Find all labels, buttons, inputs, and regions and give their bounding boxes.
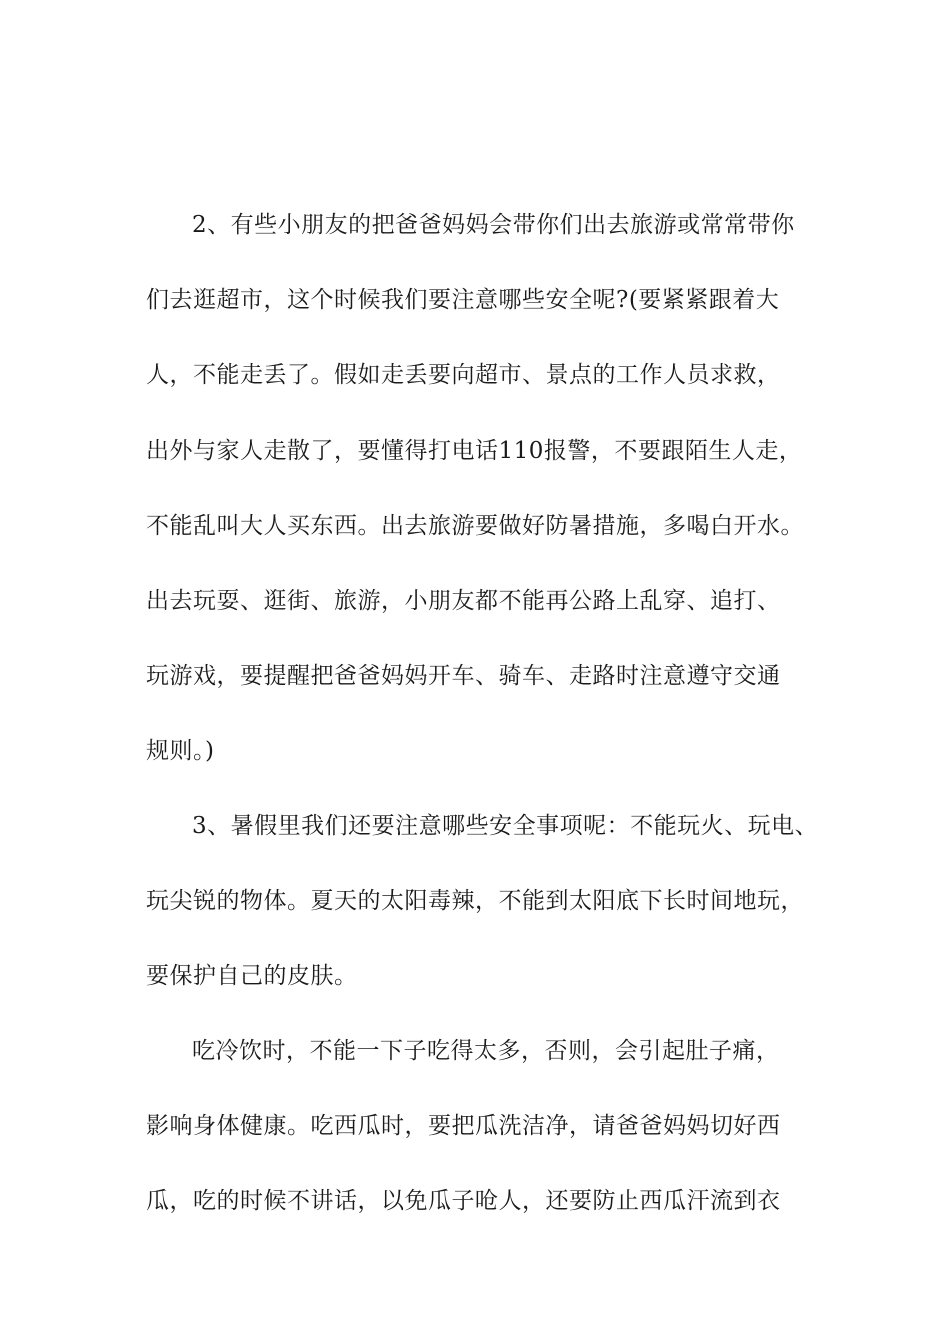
paragraph-2-line-4: 出外与家人走散了，要懂得打电话110报警，不要跟陌生人走， [146,438,803,464]
paragraph-2-line-1: 2、有些小朋友的把爸爸妈妈会带你们出去旅游或常常带你 [192,212,795,238]
paragraph-2-line-2: 们去逛超市，这个时候我们要注意哪些安全呢?(要紧紧跟着大 [146,287,780,313]
paragraph-4-line-3: 瓜，吃的时候不讲话，以免瓜子呛人，还要防止西瓜汗流到衣 [146,1188,781,1214]
paragraph-2-line-3: 人，不能走丢了。假如走丢要向超市、景点的工作人员求救， [146,362,781,388]
paragraph-3-line-1: 3、暑假里我们还要注意哪些安全事项呢：不能玩火、玩电、 [192,813,819,839]
paragraph-3-line-3: 要保护自己的皮肤。 [146,963,358,989]
paragraph-2-line-7: 玩游戏，要提醒把爸爸妈妈开车、骑车、走路时注意遵守交通 [146,663,781,689]
paragraph-2-line-6: 出去玩耍、逛街、旅游，小朋友都不能再公路上乱穿、追打、 [146,588,781,614]
paragraph-4-line-2: 影响身体健康。吃西瓜时，要把瓜洗洁净，请爸爸妈妈切好西 [146,1113,781,1139]
paragraph-2-line-5: 不能乱叫大人买东西。出去旅游要做好防暑措施，多喝白开水。 [146,513,804,539]
paragraph-3-line-2: 玩尖锐的物体。夏天的太阳毒辣，不能到太阳底下长时间地玩， [146,888,804,914]
paragraph-4-line-1: 吃冷饮时，不能一下子吃得太多，否则，会引起肚子痛， [192,1038,780,1064]
paragraph-2-line-8: 规则。) [146,738,215,764]
